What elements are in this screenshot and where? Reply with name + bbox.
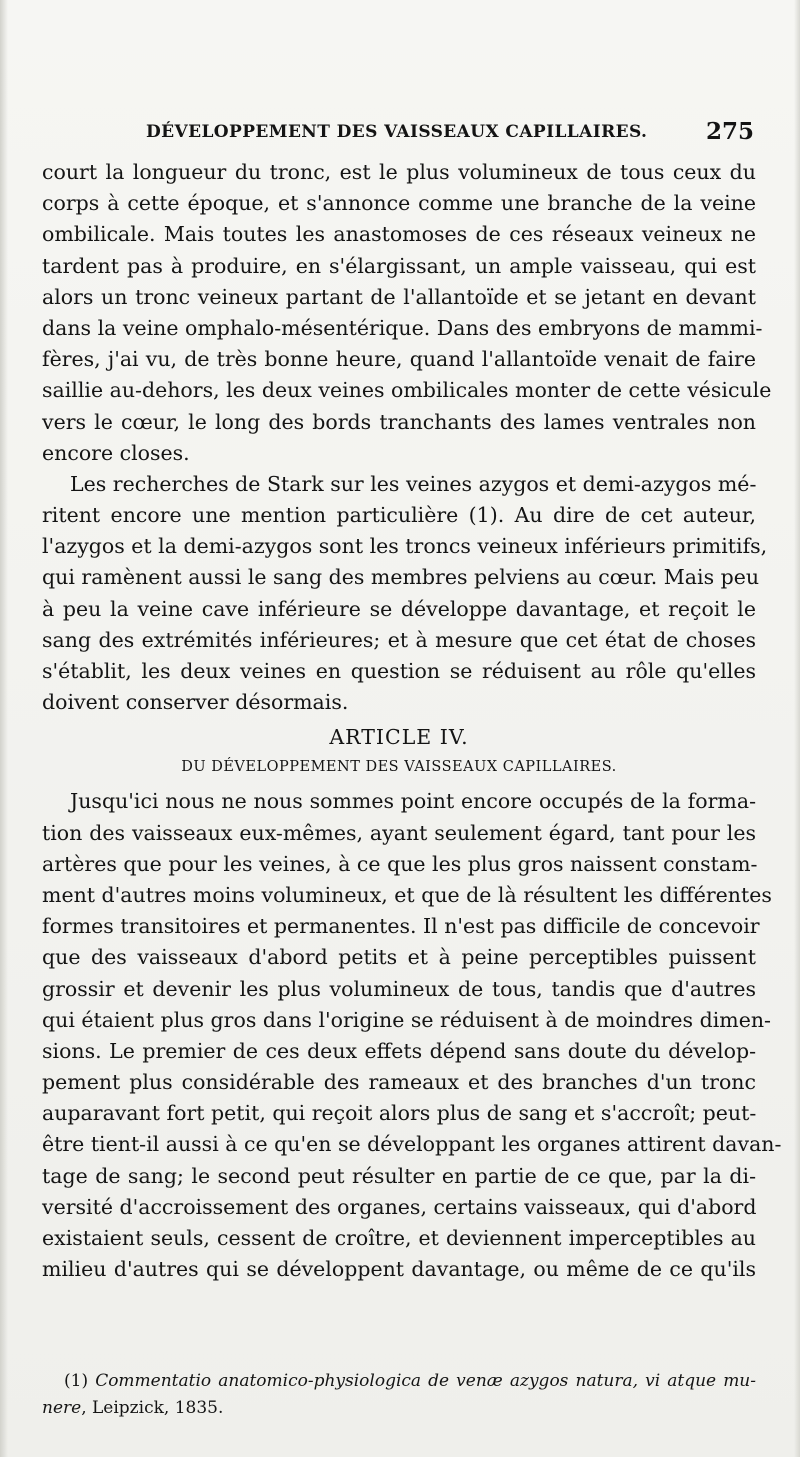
text-line: formes transitoires et permanentes. Il n'est pas difficile de concevoir — [42, 914, 760, 939]
text-line: Jusqu'ici nous ne nous sommes point encore occupés de la forma- — [70, 789, 756, 814]
paragraph-3 — [42, 786, 782, 1285]
text-line: artères que pour les veines, à ce que les plus gros naissent constam- — [42, 851, 758, 876]
text-line: corps à cette époque, et s'annonce comme une branche de la veine — [42, 191, 756, 216]
body-text — [42, 157, 782, 1285]
text-line: que des vaisseaux d'abord petits et à peine perceptibles puissent — [42, 945, 756, 970]
text-line: grossir et devenir les plus volumineux de tous, tandis que d'autres — [42, 976, 756, 1001]
text-line: doivent conserver désormais. — [42, 690, 349, 715]
page-edge-shadow-left — [0, 0, 8, 1457]
text-line: l'azygos et la demi-azygos sont les troncs veineux inférieurs primitifs, — [42, 534, 768, 559]
text-line: à peu la veine cave inférieure se développe davantage, et reçoit le — [42, 596, 756, 621]
page-edge-shadow-right — [794, 0, 800, 1457]
text-line: qui ramènent aussi le sang des membres pelviens au cœur. Mais peu — [42, 565, 760, 590]
text-line: être tient-il aussi à ce qu'en se développant les organes attirent davan- — [42, 1132, 782, 1157]
footnote-marker: (1) — [64, 1371, 89, 1391]
footnote-line — [42, 1368, 756, 1395]
footnote-cited-title: Commentatio anatomico-physiologica de venæ azygos natura, vi atque mu- — [95, 1371, 757, 1391]
text-line: fères, j'ai vu, de très bonne heure, quand l'allantoïde venait de faire — [42, 347, 756, 372]
running-head: DÉVELOPPEMENT DES VAISSEAUX CAPILLAIRES. — [146, 122, 648, 142]
footnote-cited-title-end: nere — [42, 1398, 82, 1418]
paragraph-2 — [42, 469, 768, 719]
text-line: pement plus considérable des rameaux et des branches d'un tronc — [42, 1070, 756, 1095]
text-line: dans la veine omphalo-mésentérique. Dans des embryons de mammi- — [42, 315, 763, 340]
text-line: vers le cœur, le long des bords tranchants des lames ventrales non — [42, 409, 756, 434]
text-line: existaient seuls, cessent de croître, et deviennent imperceptibles au — [42, 1226, 756, 1250]
text-line: ombilicale. Mais toutes les anastomoses de ces réseaux veineux ne — [42, 222, 756, 247]
text-line: sions. Le premier de ces deux effets dépend sans doute du dévelop- — [42, 1038, 756, 1063]
text-line: encore closes. — [42, 440, 190, 465]
text-line: saillie au-dehors, les deux veines ombilicales monter de cette vésicule — [42, 378, 772, 403]
text-line: tage de sang; le second peut résulter en partie de ce que, par la di- — [42, 1163, 756, 1188]
page-number: 275 — [705, 118, 754, 145]
text-line: milieu d'autres qui se développent davantage, ou même de ce qu'ils — [42, 1257, 756, 1282]
text-line: s'établit, les deux veines en question se réduisent au rôle qu'elles — [42, 659, 756, 683]
text-line: ritent encore une mention particulière (1). Au dire de cet auteur, — [42, 503, 756, 528]
text-line: versité d'accroissement des organes, certains vaisseaux, qui d'abord — [42, 1194, 757, 1219]
text-line: court la longueur du tronc, est le plus volumineux de tous ceux du — [42, 160, 756, 184]
footnote-publication: , Leipzick, 1835. — [81, 1398, 224, 1418]
text-line: tardent pas à produire, en s'élargissant, un ample vaisseau, qui est — [42, 253, 756, 278]
text-line: tion des vaisseaux eux-mêmes, ayant seulement égard, tant pour les — [42, 820, 756, 845]
text-line: Les recherches de Stark sur les veines azygos et demi-azygos mé- — [70, 471, 757, 496]
footnote-line — [42, 1395, 756, 1422]
text-line: sang des extrémités inférieures; et à mesure que cet état de choses — [42, 627, 756, 652]
text-line: ment d'autres moins volumineux, et que de là résultent les différentes — [42, 882, 772, 907]
text-line: auparavant fort petit, qui reçoit alors plus de sang et s'accroît; peut- — [42, 1101, 757, 1126]
text-line: alors un tronc veineux partant de l'allantoïde et se jetant en devant — [42, 284, 756, 309]
paragraph-1 — [42, 157, 772, 469]
page-header — [42, 118, 754, 154]
article-subtitle: DU DÉVELOPPEMENT DES VAISSEAUX CAPILLAIRES. — [181, 759, 617, 776]
article-title: ARTICLE IV. — [329, 725, 469, 750]
footnote — [42, 1368, 756, 1422]
text-line: qui étaient plus gros dans l'origine se réduisent à de moindres dimen- — [42, 1007, 771, 1032]
